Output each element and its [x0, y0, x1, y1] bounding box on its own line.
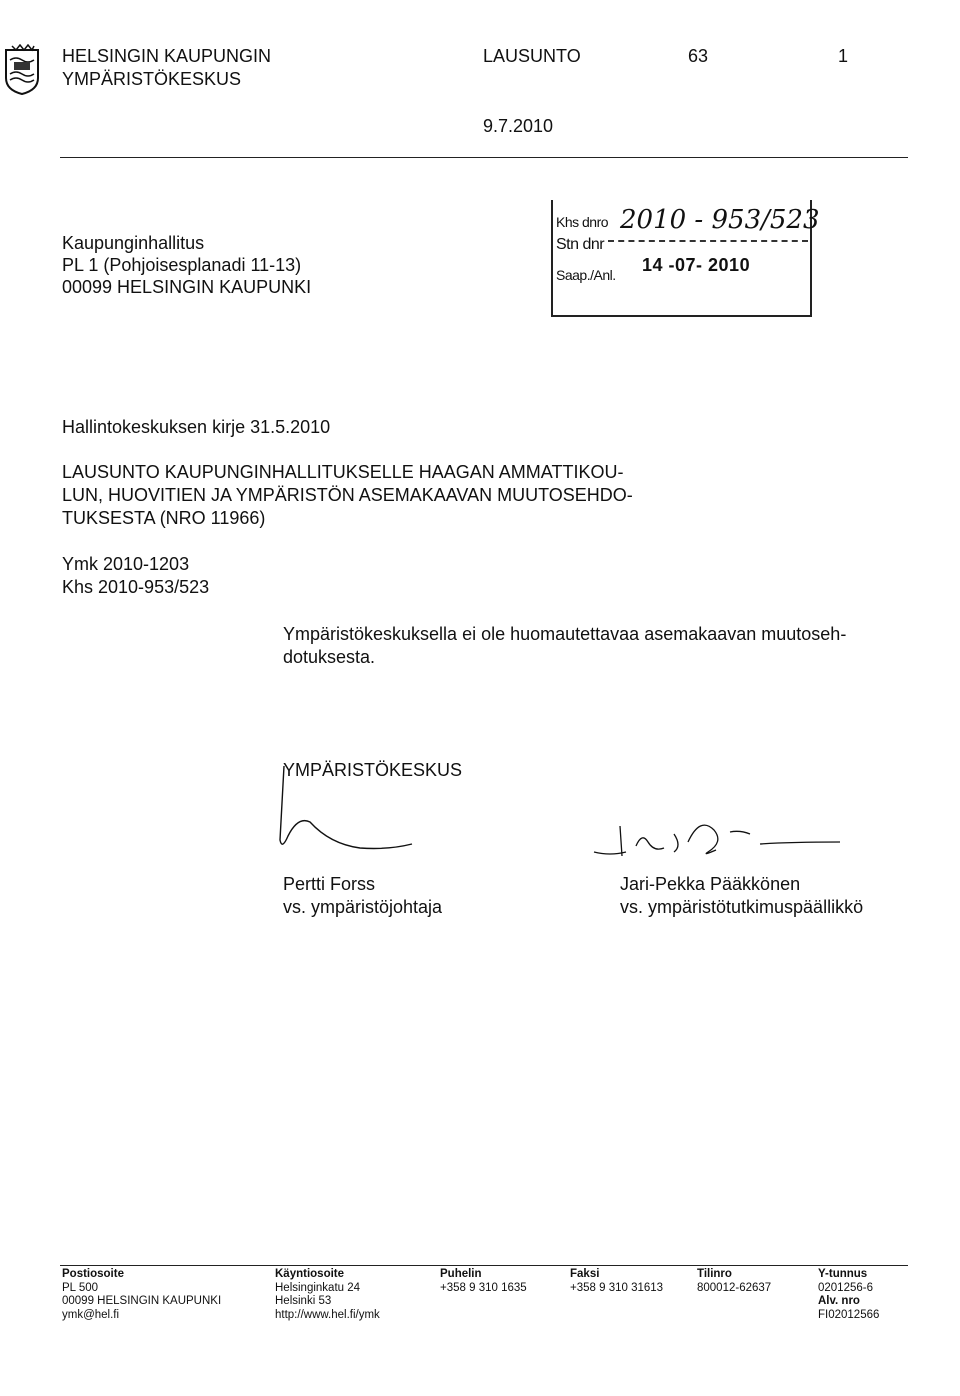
footer-phone — [440, 1268, 527, 1295]
footer-fax-head: Faksi — [570, 1268, 600, 1280]
page-number: 1 — [838, 46, 849, 66]
doc-date: 9.7.2010 — [483, 116, 554, 136]
footer-fax-l1: +358 9 310 31613 — [570, 1281, 664, 1294]
footer-business-id — [818, 1268, 879, 1322]
helsinki-crest-logo — [4, 44, 40, 96]
reference-letter: Hallintokeskuksen kirje 31.5.2010 — [62, 417, 331, 437]
doc-number: 63 — [688, 46, 709, 66]
subject-line3: TUKSESTA (NRO 11966) — [62, 508, 266, 528]
footer-rule — [60, 1265, 908, 1266]
stamp-saap-label: Saap./Anl. — [556, 267, 616, 283]
footer-postal-l1: PL 500 — [62, 1281, 99, 1294]
left-signature-mark — [270, 760, 430, 860]
org-name-line2: YMPÄRISTÖKESKUS — [62, 69, 242, 89]
stamp-khs-label: Khs dnro — [556, 214, 609, 230]
statement-line1: Ympäristökeskuksella ei ole huomautettavaa asemakaavan muutoseh- — [283, 624, 847, 644]
footer-vat-number: FI02012566 — [818, 1308, 880, 1321]
header-rule — [60, 157, 908, 158]
footer-business-id-head: Y-tunnus — [818, 1268, 868, 1280]
footer-phone-head: Puhelin — [440, 1268, 482, 1280]
footer-visit-l2: Helsinki 53 — [275, 1295, 332, 1307]
signature-org: YMPÄRISTÖKESKUS — [283, 760, 463, 780]
subject-line1: LAUSUNTO KAUPUNGINHALLITUKSELLE HAAGAN AMMATTIKOU- — [62, 462, 624, 482]
left-signer-title: vs. ympäristöjohtaja — [283, 897, 443, 917]
footer-visit-head: Käyntiosoite — [275, 1268, 345, 1280]
footer-postal — [62, 1268, 221, 1322]
ymk-id: Ymk 2010-1203 — [62, 554, 190, 574]
stamp-stn-label: Stn dnr — [556, 236, 605, 253]
stamp-dash-line — [608, 240, 808, 242]
right-signer-name: Jari-Pekka Pääkkönen — [620, 874, 801, 894]
footer-phone-l1: +358 9 310 1635 — [440, 1281, 527, 1294]
recipient-line1: Kaupunginhallitus — [62, 233, 205, 253]
left-signer-name: Pertti Forss — [283, 874, 376, 894]
footer-visit-l1: Helsinginkatu 24 — [275, 1281, 361, 1294]
right-signer-title: vs. ympäristötutkimuspäällikkö — [620, 897, 864, 917]
statement-line2: dotuksesta. — [283, 647, 376, 667]
footer-account-head: Tilinro — [697, 1268, 732, 1280]
stamp-date: 14 -07- 2010 — [642, 255, 751, 275]
footer-postal-head: Postiosoite — [62, 1268, 124, 1280]
footer-vat-head: Alv. nro — [818, 1295, 860, 1307]
org-name-line1: HELSINGIN KAUPUNGIN — [62, 46, 272, 66]
khs-id: Khs 2010-953/523 — [62, 577, 210, 597]
footer-business-id-l1: 0201256-6 — [818, 1281, 873, 1294]
recipient-line2: PL 1 (Pohjoisesplanadi 11-13) — [62, 255, 302, 275]
footer-account — [697, 1268, 771, 1295]
doc-type: LAUSUNTO — [483, 46, 581, 66]
footer-website: http://www.hel.fi/ymk — [275, 1308, 380, 1321]
footer-fax — [570, 1268, 663, 1295]
stamp-khs-handwritten: 2010 - 953/523 — [620, 205, 820, 235]
subject-line2: LUN, HUOVITIEN JA YMPÄRISTÖN ASEMAKAAVAN MUUTOSEHDO- — [62, 485, 633, 505]
footer-account-l1: 800012-62637 — [697, 1281, 772, 1294]
footer-postal-l2: 00099 HELSINGIN KAUPUNKI — [62, 1295, 222, 1307]
right-signature-mark — [590, 812, 860, 862]
footer-visit — [275, 1268, 380, 1322]
recipient-line3: 00099 HELSINGIN KAUPUNKI — [62, 277, 312, 297]
footer-email: ymk@hel.fi — [62, 1308, 120, 1321]
